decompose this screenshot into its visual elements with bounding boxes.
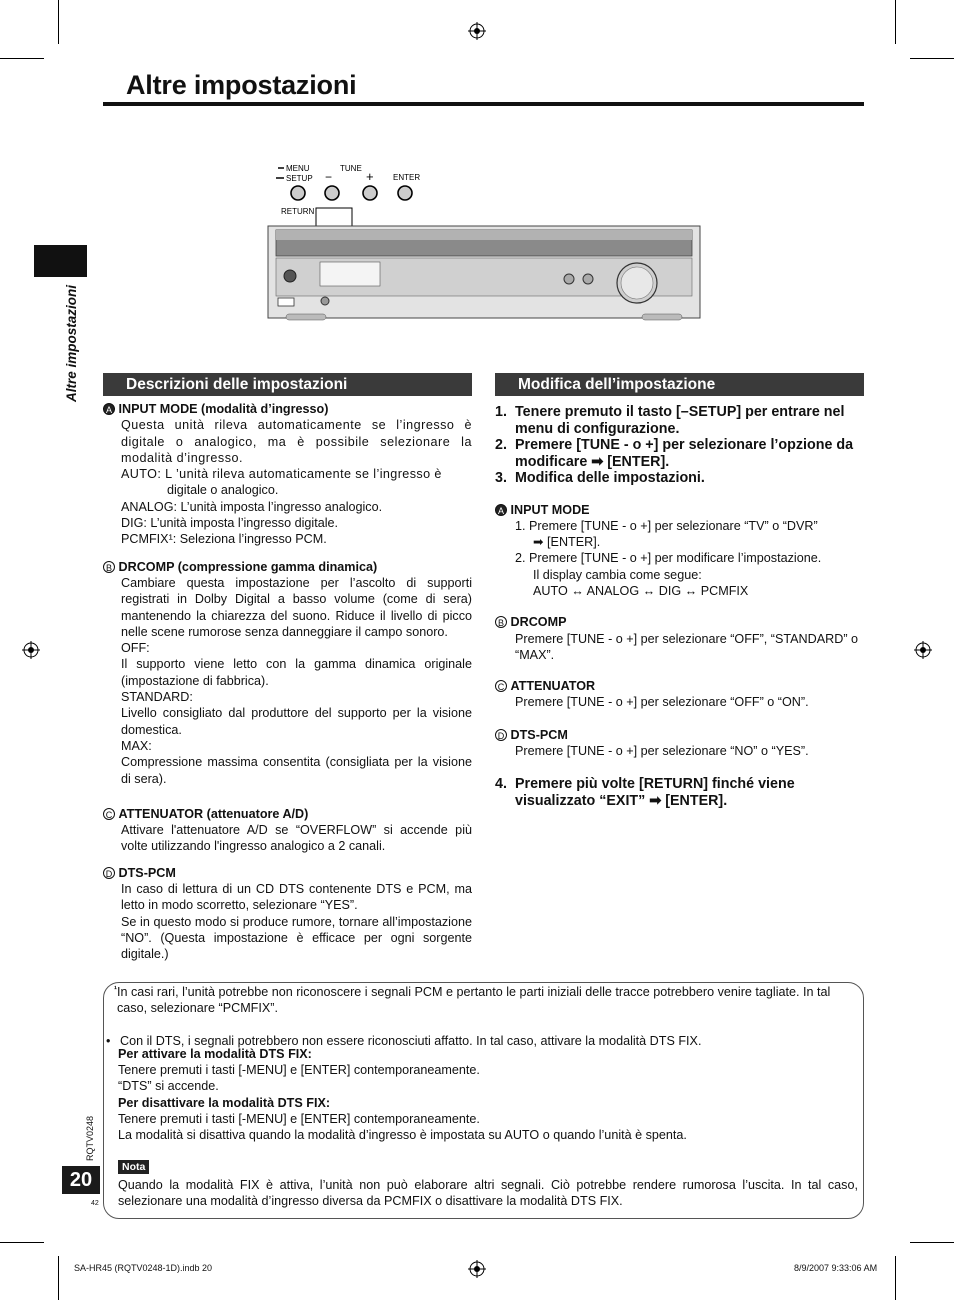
item-input-mode [103, 401, 472, 548]
right-item-input-mode [495, 502, 864, 600]
item-text: PCMFIX¹: Seleziona l’ingresso PCM. [121, 532, 327, 547]
item-text: Attivare l'attenuatore A/D se “OVERFLOW” si accende più volte utilizzando l'ingresso analogico a 2 canali. [121, 823, 472, 854]
item-title: DRCOMP [510, 615, 567, 630]
plus-label: + [366, 169, 374, 184]
note-text: La modalità si disattiva quando la modalità d’ingresso è impostata su AUTO o quando l’unità è spenta. [118, 1128, 687, 1143]
note-text: Tenere premuti i tasti [-MENU] e [ENTER] contemporaneamente. [118, 1112, 480, 1127]
side-tab [34, 245, 87, 277]
badge-a: A [103, 403, 115, 415]
item-text: Premere [TUNE - o +] per selezionare “OFF” o “ON”. [515, 695, 809, 710]
item-text: ➡ [ENTER]. [533, 535, 601, 550]
item-text: Il supporto viene letto con la gamma dinamica originale (impostazione di fabbrica). [121, 657, 472, 688]
item-text: STANDARD: [121, 690, 193, 705]
badge-a: A [495, 504, 507, 516]
right-item-drcomp [495, 614, 864, 663]
right-section-body [495, 404, 864, 809]
tune-label: TUNE [340, 164, 362, 173]
item-text: 1. Premere [TUNE - o +] per selezionare “TV” o “DVR” [515, 518, 818, 533]
item-text: Premere [TUNE - o +] per selezionare “NO” o “YES”. [515, 744, 809, 759]
item-attenuator [103, 806, 472, 855]
activate-title: Per attivare la modalità DTS FIX: [118, 1046, 312, 1061]
item-title: DTS-PCM [510, 727, 568, 742]
registration-mark-icon [22, 641, 40, 659]
registration-mark-icon [468, 22, 486, 40]
left-section-body [103, 401, 472, 963]
item-text: 2. Premere [TUNE - o +] per modificare l’impostazione. [515, 551, 822, 566]
step-item: 2. Premere [TUNE - o +] per selezionare l’opzione da modificare ➡ [ENTER]. [495, 437, 854, 470]
receiver-illustration [262, 158, 712, 326]
item-text: digitale o analogico. [167, 483, 279, 498]
badge-b: B [103, 561, 115, 573]
crop-mark [910, 1242, 954, 1243]
bullet-note: • Con il DTS, i segnali potrebbero non essere riconosciuti affatto. In tal caso, attivare la modalità DTS FIX. [106, 1033, 702, 1048]
menu-label: MENU [286, 164, 310, 173]
item-title: DRCOMP (compressione gamma dinamica) [118, 559, 378, 574]
item-text: Il display cambia come segue: [533, 567, 702, 582]
item-text: ANALOG: L’unità imposta l’ingresso analogico. [121, 499, 383, 514]
crop-mark [895, 0, 896, 44]
footer-left: SA-HR45 (RQTV0248-1D).indb 20 [74, 1263, 213, 1273]
item-text: DIG: L’unità imposta l’ingresso digitale. [121, 516, 339, 531]
item-text: Livello consigliato dal produttore del supporto per la visione domestica. [121, 706, 472, 737]
nota-text: Quando la modalità FIX è attiva, l’unità non può elaborare altri segnali. Ciò potrebbe rendere rumorosa l’uscita. In tal caso, selezionare una modalità d’ingresso diversa da PCMFIX o disattivare la modalità DTS FIX. [118, 1177, 858, 1209]
left-section-heading: Descrizioni delle impostazioni [103, 373, 472, 396]
crop-mark [895, 1256, 896, 1300]
item-text: Premere [TUNE - o +] per selezionare “OFF”, “STANDARD” o “MAX”. [515, 631, 859, 662]
badge-d: D [103, 867, 115, 879]
item-title: ATTENUATOR [510, 679, 596, 694]
return-label: RETURN [281, 207, 315, 216]
item-text: Questa unità rileva automaticamente se l’ingresso è digitale o analogico, ma è possibile selezionare la modalità d’ingresso. [121, 418, 472, 465]
step-list [495, 404, 864, 487]
step-item: 3. Modifica delle impostazioni. [495, 470, 705, 486]
item-title: DTS-PCM [118, 865, 176, 880]
note-text: Tenere premuti i tasti [-MENU] e [ENTER] contemporaneamente. [118, 1063, 480, 1078]
badge-b: B [495, 616, 507, 628]
item-title: INPUT MODE [510, 502, 590, 517]
item-text: In caso di lettura di un CD DTS contenente DTS e PCM, ma letto in modo scorretto, selezionare “YES”. [121, 882, 472, 913]
small-number: 42 [91, 1200, 99, 1207]
badge-d: D [495, 729, 507, 741]
note-text: “DTS” si accende. [118, 1079, 219, 1094]
item-title: ATTENUATOR (attenuatore A/D) [118, 806, 309, 821]
notes-content [106, 984, 858, 1210]
nota-label: Nota [118, 1160, 149, 1174]
registration-mark-icon [914, 641, 932, 659]
page-number: 20 [62, 1166, 100, 1194]
item-text: MAX: [121, 738, 152, 753]
registration-mark-icon [468, 1260, 486, 1278]
item-text: Cambiare questa impostazione per l’ascolto di supporti registrati in Dolby Digital a basso volume (come di sera) mantenendo la chiarezza del suono. Riduce il livello di picco nelle scene rumorose senza danneggiare il campo sonoro. [121, 575, 472, 639]
item-title: INPUT MODE (modalità d’ingresso) [118, 402, 329, 416]
item-text: AUTO ↔ ANALOG ↔ DIG ↔ PCMFIX [533, 583, 749, 598]
crop-mark [910, 58, 954, 59]
side-label [64, 285, 84, 435]
page-title: Altre impostazioni [126, 70, 357, 100]
enter-label: ENTER [393, 173, 421, 182]
title-rule [103, 102, 864, 106]
footnote: ¹ In casi rari, l’unità potrebbe non riconoscere i segnali PCM e pertanto le parti iniziali delle tracce potrebbero venire tagliate. In tal caso, selezionare “PCMFIX”. [114, 984, 831, 1016]
item-text: Se in questo modo si produce rumore, tornare all’impostazione “NO”. (Questa impostazione è efficace per ogni sorgente digitale.) [121, 914, 472, 962]
item-text: OFF: [121, 641, 150, 656]
crop-mark [0, 1242, 44, 1243]
step-item: 1. Tenere premuto il tasto [–SETUP] per entrare nel menu di configurazione. [495, 404, 845, 437]
right-section-heading: Modifica dell’impostazione [495, 373, 864, 396]
setup-label: SETUP [286, 174, 313, 183]
side-label-text: Altre impostazioni [64, 285, 79, 403]
crop-mark [0, 58, 44, 59]
right-item-attenuator [495, 678, 864, 711]
badge-c: C [495, 680, 507, 692]
minus-label: − [325, 170, 333, 184]
item-text: AUTO: L ’unità rileva automaticamente se l’ingresso è [121, 467, 442, 482]
footer-right: 8/9/2007 9:33:06 AM [794, 1263, 878, 1273]
badge-c: C [103, 808, 115, 820]
step-item: 4. Premere più volte [RETURN] finché viene visualizzato “EXIT” ➡ [ENTER]. [495, 776, 795, 809]
deactivate-title: Per disattivare la modalità DTS FIX: [118, 1095, 331, 1110]
item-drcomp [103, 559, 472, 787]
item-text: Compressione massima consentita (consigliata per la visione di sera). [121, 755, 472, 786]
right-item-dts-pcm [495, 727, 864, 760]
item-dts-pcm [103, 865, 472, 963]
document-code: RQTV0248 [85, 1115, 95, 1161]
crop-mark [58, 1256, 59, 1300]
crop-mark [58, 0, 59, 44]
